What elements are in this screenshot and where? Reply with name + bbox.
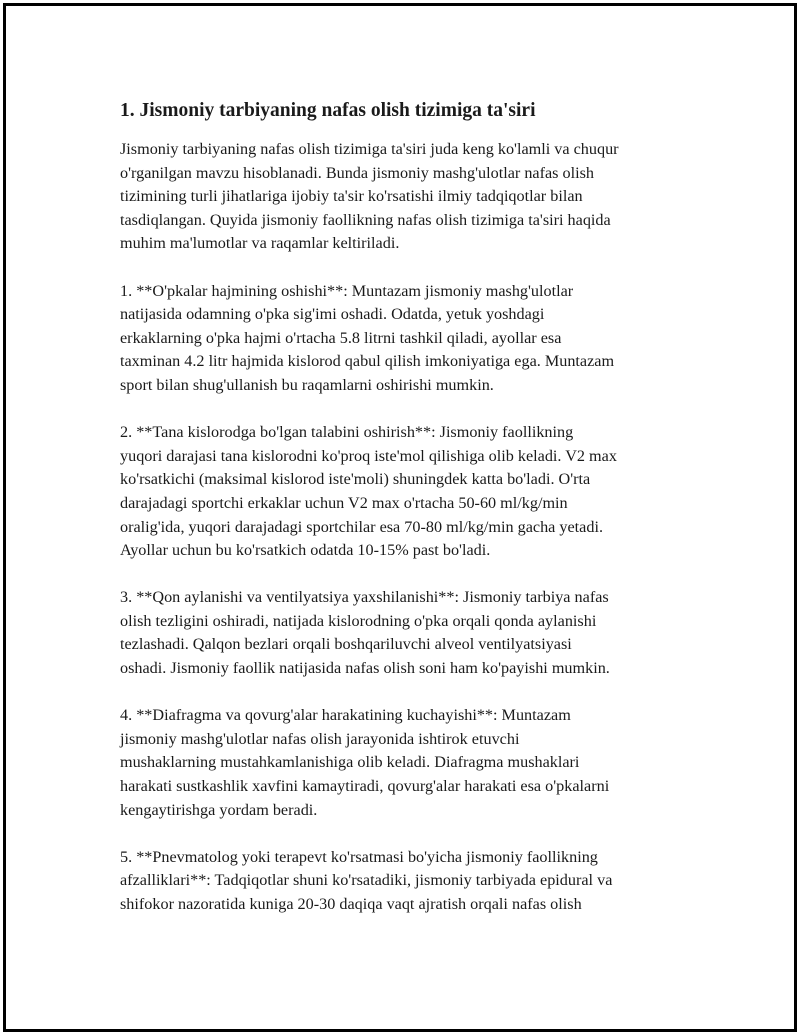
page-title: 1. Jismoniy tarbiyaning nafas olish tizimiga ta'siri (120, 100, 536, 121)
document-body (120, 98, 700, 940)
list-item-3-paragraph: 3. **Qon aylanishi va ventilyatsiya yaxshilanishi**: Jismoniy tarbiya nafas olish tezligini oshiradi, natijada kislorodning o'pka orqali qonda aylanishi tezlashadi. Qalqon bezlari orqali boshqariluvchi alveol ventilyatsiyasi oshadi. Jismoniy faollik natijasida nafas olish soni ham ko'payishi mumkin. (120, 588, 610, 678)
list-item-5-paragraph: 5. **Pnevmatolog yoki terapevt ko'rsatmasi bo'yicha jismoniy faollikning afzalliklari**: Tadqiqotlar shuni ko'rsatadiki, jismoniy tarbiyada epidural va shifokor nazoratida kuniga 20-30 daqiqa vaqt ajratish orqali nafas olish (120, 847, 613, 913)
list-item-4-paragraph: 4. **Diafragma va qovurg'alar harakatining kuchayishi**: Muntazam jismoniy mashg'ulotlar nafas olish jarayonida ishtirok etuvchi mushaklarning mustahkamlanishiga olib keladi. Diafragma mushaklari harakati sustkashlik xavfini kamaytiradi, qovurg'alar harakati esa o'pkalarni kengaytirishga yordam beradi. (120, 706, 610, 819)
list-item-2-paragraph: 2. **Tana kislorodga bo'lgan talabini oshirish**: Jismoniy faollikning yuqori darajasi tana kislorodni ko'proq iste'mol qilishiga olib keladi. V2 max ko'rsatkichi (maksimal kislorod iste'moli) shuningdek katta bo'ladi. O'rta darajadagi sportchi erkaklar uchun V2 max o'rtacha 50-60 ml/kg/min oralig'ida, yuqori darajadagi sportchilar esa 70-80 ml/kg/min gacha yetadi. Ayollar uchun bu ko'rsatkich odatda 10-15% past bo'ladi. (120, 423, 617, 560)
intro-paragraph: Jismoniy tarbiyaning nafas olish tizimiga ta'siri juda keng ko'lamli va chuqur o'rganilgan mavzu hisoblanadi. Bunda jismoniy mashg'ulotlar nafas olish tizimining turli jihatlariga ijobiy ta'sir ko'rsatishi ilmiy tadqiqotlar bilan tasdiqlangan. Quyida jismoniy faollikning nafas olish tizimiga ta'siri haqida muhim ma'lumotlar va raqamlar keltiriladi. (120, 140, 619, 253)
list-item-1-paragraph: 1. **O'pkalar hajmining oshishi**: Muntazam jismoniy mashg'ulotlar natijasida odamning o'pka sig'imi oshadi. Odatda, yetuk yoshdagi erkaklarning o'pka hajmi o'rtacha 5.8 litrni tashkil qiladi, ayollar esa taxminan 4.2 litr hajmida kislorod qabul qilish imkoniyatiga ega. Muntazam sport bilan shug'ullanish bu raqamlarni oshirishi mumkin. (120, 281, 615, 394)
page-frame (3, 3, 797, 1032)
